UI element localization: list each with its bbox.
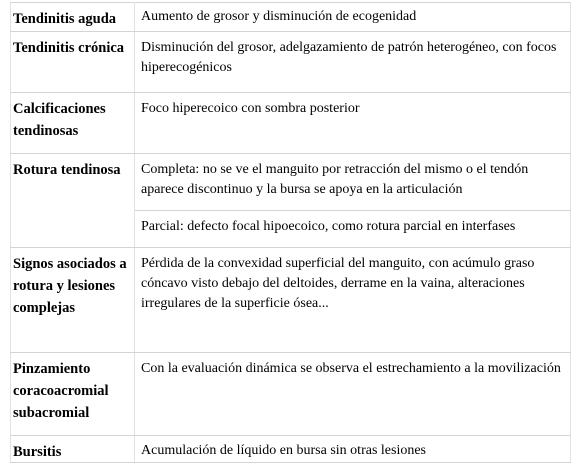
row-description: Foco hiperecoico con sombra posterior	[135, 93, 571, 154]
table-row	[11, 436, 571, 463]
row-description: Disminución del grosor, adelgazamiento de patrón heterogéneo, con focos hiperecogénicos	[135, 32, 571, 93]
row-description: Completa: no se ve el manguito por retracción del mismo o el tendón aparece discontinuo y la bursa se apoya en la articulación	[135, 154, 571, 211]
row-term-pinzamiento: Pinzamiento coracoacromial subacromial	[11, 353, 135, 436]
row-term-bursitis: Bursitis	[11, 436, 135, 463]
row-description: Acumulación de líquido en bursa sin otras lesiones	[135, 436, 571, 463]
table-row	[11, 248, 571, 353]
table-row	[11, 353, 571, 436]
row-term-calcificaciones: Calcificaciones tendinosas	[11, 93, 135, 154]
table-row	[11, 3, 571, 32]
row-term-rotura-tendinosa: Rotura tendinosa	[11, 154, 135, 248]
table-row	[11, 32, 571, 93]
row-description: Aumento de grosor y disminución de ecogenidad	[135, 3, 571, 32]
row-term-tendinitis-cronica: Tendinitis crónica	[11, 32, 135, 93]
findings-table	[10, 2, 571, 463]
row-description: Con la evaluación dinámica se observa el estrechamiento a la movilización	[135, 353, 571, 436]
row-description: Parcial: defecto focal hipoecoico, como rotura parcial en interfases	[135, 211, 571, 248]
table-row	[11, 154, 571, 211]
table-row	[11, 93, 571, 154]
row-term-signos-asociados: Signos asociados a rotura y lesiones complejas	[11, 248, 135, 353]
row-term-tendinitis-aguda: Tendinitis aguda	[11, 3, 135, 32]
row-description: Pérdida de la convexidad superficial del manguito, con acúmulo graso cóncavo visto debajo del deltoides, derrame en la vaina, alteraciones irregulares de la superficie ósea...	[135, 248, 571, 353]
